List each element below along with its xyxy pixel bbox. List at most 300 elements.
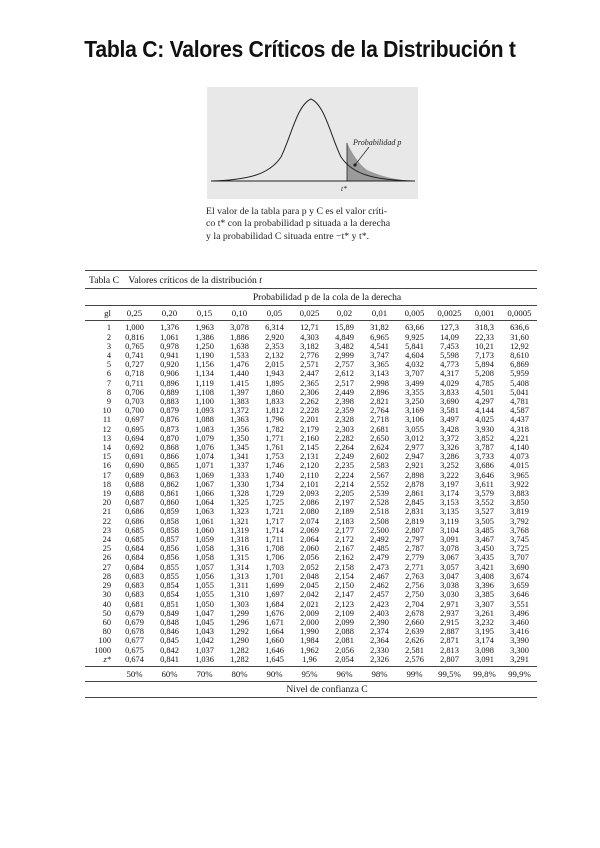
critical-value-cell: 0,876: [160, 415, 179, 425]
confidence-cell: 95%: [301, 668, 318, 679]
table-row: [85, 397, 537, 406]
critical-value-cell: 1,383: [230, 397, 249, 407]
critical-value-cell: 1,318: [230, 535, 249, 545]
critical-value-cell: 1,734: [265, 479, 284, 489]
table-row: [85, 618, 537, 627]
critical-value-cell: 4,144: [475, 406, 494, 416]
critical-value-cell: 0,855: [160, 562, 179, 572]
critical-value-cell: 4,303: [300, 332, 319, 342]
critical-value-cell: 1,782: [265, 424, 284, 434]
pointer-line: [355, 147, 369, 165]
critical-value-cell: 1,060: [195, 525, 214, 535]
critical-value-cell: 2,583: [370, 461, 389, 471]
critical-value-cell: 2,423: [370, 599, 389, 609]
critical-value-cell: 0,889: [160, 387, 179, 397]
critical-value-cell: 1,100: [195, 397, 214, 407]
critical-value-cell: 1,282: [230, 645, 249, 655]
critical-value-cell: 3,496: [510, 608, 529, 618]
table-row: [85, 636, 537, 645]
critical-value-cell: 1,108: [195, 387, 214, 397]
critical-value-cell: 3,038: [440, 581, 459, 591]
critical-value-cell: 1,341: [230, 452, 249, 462]
critical-value-cell: 2,539: [370, 489, 389, 499]
critical-value-cell: 1,333: [230, 470, 249, 480]
critical-value-cell: 2,109: [335, 608, 354, 618]
critical-value-cell: 0,674: [117, 655, 152, 667]
gl-cell: 29: [102, 581, 111, 591]
critical-value-cell: 3,792: [510, 516, 529, 526]
critical-value-cell: 2,042: [300, 590, 319, 600]
gl-cell: 22: [102, 516, 111, 526]
critical-value-cell: 0,978: [160, 341, 179, 351]
critical-value-cell: 2,896: [370, 387, 389, 397]
critical-value-cell: 1,812: [265, 406, 284, 416]
critical-value-cell: 0,727: [125, 360, 144, 370]
critical-value-cell: 2,177: [335, 525, 354, 535]
critical-value-cell: 0,858: [160, 525, 179, 535]
critical-value-cell: 1,646: [265, 645, 284, 655]
critical-value-cell: 0,697: [125, 415, 144, 425]
critical-value-cell: 2,639: [405, 627, 424, 637]
caption-line: y la probabilidad C situada entre −t* y t*.: [206, 230, 370, 242]
critical-value-cell: 2,831: [405, 507, 424, 517]
critical-value-cell: 0,851: [160, 599, 179, 609]
confidence-spacer: [85, 666, 117, 681]
critical-value-cell: 4,781: [510, 397, 529, 407]
critical-value-cell: 0,845: [160, 636, 179, 646]
critical-value-cell: 0,683: [125, 571, 144, 581]
critical-value-cell: 0,906: [160, 369, 179, 379]
critical-value-cell: 1,330: [230, 479, 249, 489]
table-row: [85, 452, 537, 461]
critical-value-cell: 1,962: [300, 645, 319, 655]
critical-value-cell: 0,849: [160, 608, 179, 618]
critical-value-cell: 1,061: [160, 332, 179, 342]
critical-value-cell: 2,447: [300, 369, 319, 379]
gl-cell: 3: [106, 341, 111, 351]
table-row: [85, 627, 537, 636]
critical-value-cell: 31,82: [370, 323, 389, 333]
p-value-header: 0,25: [117, 306, 152, 321]
gl-cell: 21: [102, 507, 111, 517]
critical-value-cell: 0,941: [160, 351, 179, 361]
critical-value-cell: 1,093: [195, 406, 214, 416]
critical-value-cell: 2,282: [335, 433, 354, 443]
critical-value-cell: 2,145: [300, 443, 319, 453]
critical-value-cell: 1,676: [265, 608, 284, 618]
critical-value-cell: 2,364: [370, 636, 389, 646]
critical-value-cell: 0,856: [160, 553, 179, 563]
critical-values-table: [85, 289, 537, 698]
critical-value-cell: 1,321: [230, 516, 249, 526]
critical-value-cell: 2,056: [335, 645, 354, 655]
critical-value-cell: 0,685: [125, 535, 144, 545]
critical-value-cell: 3,390: [510, 636, 529, 646]
critical-value-cell: 12,71: [300, 323, 319, 333]
critical-value-cell: 2,080: [300, 507, 319, 517]
critical-value-cell: 63,66: [405, 323, 424, 333]
gl-cell: 14: [102, 443, 111, 453]
table-row: [85, 590, 537, 599]
critical-value-cell: 2,462: [370, 581, 389, 591]
critical-value-cell: 1,963: [195, 323, 214, 333]
gl-cell: 20: [102, 498, 111, 508]
critical-value-cell: 2,093: [300, 489, 319, 499]
critical-value-cell: 3,385: [475, 590, 494, 600]
critical-value-cell: 0,675: [125, 645, 144, 655]
gl-cell: 16: [102, 461, 111, 471]
critical-value-cell: 1,725: [265, 498, 284, 508]
critical-value-cell: 2,359: [335, 406, 354, 416]
confidence-cell: 99,9%: [508, 668, 531, 679]
critical-value-cell: 2,060: [300, 544, 319, 554]
critical-value-cell: 1,059: [195, 535, 214, 545]
critical-value-cell: 2,235: [335, 461, 354, 471]
critical-value-cell: 1,319: [230, 525, 249, 535]
critical-value-cell: 1,697: [265, 590, 284, 600]
table-row: [85, 461, 537, 470]
critical-value-cell: 1,345: [230, 443, 249, 453]
critical-value-cell: 5,841: [405, 341, 424, 351]
critical-value-cell: 2,681: [370, 424, 389, 434]
critical-value-cell: 2,009: [300, 608, 319, 618]
gl-cell: 8: [106, 387, 111, 397]
critical-value-cell: 2,045: [300, 581, 319, 591]
critical-value-cell: 0,695: [125, 424, 144, 434]
critical-value-cell: 3,153: [440, 498, 459, 508]
critical-value-cell: 1,943: [265, 369, 284, 379]
critical-value-cell: 1,638: [230, 341, 249, 351]
critical-value-cell: 1,990: [300, 627, 319, 637]
critical-value-cell: 1,058: [195, 544, 214, 554]
critical-value-cell: 3,674: [510, 571, 529, 581]
critical-value-cell: 1,250: [195, 341, 214, 351]
critical-value-cell: 0,711: [125, 378, 144, 388]
table-row: [85, 425, 537, 434]
critical-value-cell: 1,316: [230, 544, 249, 554]
critical-value-cell: 2,398: [335, 397, 354, 407]
critical-value-cell: 4,221: [510, 433, 529, 443]
critical-value-cell: 2,479: [370, 553, 389, 563]
critical-value-cell: 2,249: [335, 452, 354, 462]
table-row: [85, 388, 537, 397]
critical-value-cell: 2,704: [405, 599, 424, 609]
critical-value-cell: 2,718: [370, 415, 389, 425]
gl-cell: 40: [102, 599, 111, 609]
critical-value-cell: 3,768: [510, 525, 529, 535]
critical-value-cell: 1,356: [230, 424, 249, 434]
critical-value-cell: 8,610: [510, 351, 529, 361]
table-row: [85, 406, 537, 415]
critical-value-cell: 0,690: [125, 461, 144, 471]
critical-value-cell: 1,476: [230, 360, 249, 370]
critical-value-cell: 3,355: [405, 387, 424, 397]
critical-value-cell: 4,025: [475, 415, 494, 425]
p-value-header: 0,15: [187, 306, 222, 321]
critical-value-cell: 3,286: [440, 452, 459, 462]
table-row: [85, 342, 537, 351]
critical-value-cell: 3,611: [475, 479, 494, 489]
critical-value-cell: 2,581: [405, 645, 424, 655]
critical-value-cell: 1,037: [195, 645, 214, 655]
critical-value-cell: 1,699: [265, 581, 284, 591]
gl-cell: 23: [102, 525, 111, 535]
critical-value-cell: 0,688: [125, 479, 144, 489]
critical-value-cell: 3,143: [370, 369, 389, 379]
critical-value-cell: 3,135: [440, 507, 459, 517]
critical-value-cell: 5,894: [475, 360, 494, 370]
table-row: [85, 526, 537, 535]
gl-cell: 4: [106, 351, 111, 361]
critical-value-cell: 3,416: [510, 627, 529, 637]
critical-value-cell: 2,167: [335, 544, 354, 554]
p-value-header: 0,005: [397, 306, 432, 321]
critical-value-cell: 3,057: [440, 562, 459, 572]
gl-cell: 18: [102, 479, 111, 489]
critical-value-cell: 3,307: [475, 599, 494, 609]
critical-value-cell: 2,626: [405, 636, 424, 646]
critical-value-cell: 2,088: [335, 627, 354, 637]
table-row: [85, 480, 537, 489]
critical-value-cell: 0,868: [160, 443, 179, 453]
confidence-cell: 50%: [126, 668, 143, 679]
critical-value-cell: 2,183: [335, 516, 354, 526]
critical-value-cell: 2,228: [300, 406, 319, 416]
critical-value-cell: 2,330: [370, 645, 389, 655]
critical-value-cell: 0,678: [125, 627, 144, 637]
gl-cell: 25: [102, 544, 111, 554]
critical-value-cell: 2,158: [335, 562, 354, 572]
critical-value-cell: 2,898: [405, 470, 424, 480]
critical-value-cell: 3,579: [475, 489, 494, 499]
critical-value-cell: 3,169: [405, 406, 424, 416]
critical-value-cell: 1,721: [265, 507, 284, 517]
critical-value-cell: 2,971: [440, 599, 459, 609]
critical-value-cell: 1,895: [265, 378, 284, 388]
critical-value-cell: 4,773: [440, 360, 459, 370]
critical-value-cell: 0,883: [160, 397, 179, 407]
table-row: [85, 572, 537, 581]
critical-value-cell: 4,140: [510, 443, 529, 453]
gl-cell: 19: [102, 489, 111, 499]
critical-value-cell: 1,372: [230, 406, 249, 416]
critical-value-cell: 636,6: [510, 323, 529, 333]
critical-value-cell: 1,796: [265, 415, 284, 425]
gl-cell: 100: [98, 636, 111, 646]
critical-value-cell: 0,679: [125, 617, 144, 627]
critical-value-cell: 1,079: [195, 433, 214, 443]
critical-value-cell: 1,042: [195, 636, 214, 646]
critical-value-cell: 0,681: [125, 599, 144, 609]
critical-value-cell: 1,083: [195, 424, 214, 434]
critical-value-cell: 0,718: [125, 369, 144, 379]
critical-value-cell: 15,89: [335, 323, 354, 333]
critical-value-cell: 3,707: [405, 369, 424, 379]
critical-value-cell: 0,856: [160, 544, 179, 554]
table-row: [85, 471, 537, 480]
gl-cell: 6: [106, 369, 111, 379]
critical-value-cell: 2,624: [370, 443, 389, 453]
critical-value-cell: 0,841: [152, 655, 187, 667]
critical-value-cell: 3,552: [475, 498, 494, 508]
critical-value-cell: 2,328: [335, 415, 354, 425]
critical-value-cell: 2,056: [300, 553, 319, 563]
critical-value-cell: 3,091: [440, 535, 459, 545]
critical-value-cell: 3,646: [510, 590, 529, 600]
p-value-header: 0,01: [362, 306, 397, 321]
critical-value-cell: 5,408: [510, 378, 529, 388]
critical-value-cell: 1,134: [195, 369, 214, 379]
critical-value-cell: 4,849: [335, 332, 354, 342]
critical-value-cell: 2,162: [335, 553, 354, 563]
critical-value-cell: 1,055: [195, 581, 214, 591]
critical-value-cell: 1,753: [265, 452, 284, 462]
critical-value-cell: 7,173: [475, 351, 494, 361]
critical-value-cell: 3,745: [510, 535, 529, 545]
critical-value-cell: 2,353: [265, 341, 284, 351]
p-value-header: 0,05: [257, 306, 292, 321]
critical-value-cell: 0,684: [125, 553, 144, 563]
t-distribution-figure: [207, 87, 418, 199]
critical-value-cell: 31,60: [510, 332, 529, 342]
critical-value-cell: 1,058: [195, 553, 214, 563]
critical-value-cell: 2,492: [370, 535, 389, 545]
critical-value-cell: 1,397: [230, 387, 249, 397]
critical-value-cell: 1,664: [265, 627, 284, 637]
critical-value-cell: 4,318: [510, 424, 529, 434]
confidence-cell: 98%: [371, 668, 388, 679]
critical-value-cell: 1,303: [230, 599, 249, 609]
table-row: [85, 369, 537, 378]
critical-value-cell: 4,032: [405, 360, 424, 370]
critical-value-cell: 2,500: [370, 525, 389, 535]
critical-value-cell: 3,067: [440, 553, 459, 563]
critical-value-cell: 2,878: [405, 479, 424, 489]
confidence-cell: 99,5%: [438, 668, 461, 679]
table-row: [85, 443, 537, 452]
gl-cell: 13: [102, 433, 111, 443]
critical-value-cell: 0,879: [160, 406, 179, 416]
critical-value-cell: 1,067: [195, 479, 214, 489]
table-row: [85, 535, 537, 544]
critical-value-cell: 1,299: [230, 608, 249, 618]
critical-value-cell: 2,069: [300, 525, 319, 535]
p-value-header: 0,0005: [502, 306, 537, 321]
critical-value-cell: 1,671: [265, 617, 284, 627]
critical-value-cell: 0,683: [125, 581, 144, 591]
critical-value-cell: 3,012: [405, 433, 424, 443]
critical-value-cell: 2,819: [405, 516, 424, 526]
confidence-label-text: Nivel de confianza C: [286, 684, 368, 696]
critical-value-cell: 3,505: [475, 516, 494, 526]
p-value-header: 0,20: [152, 306, 187, 321]
critical-value-cell: 0,920: [160, 360, 179, 370]
critical-value-cell: 0,683: [125, 590, 144, 600]
critical-value-cell: 2,086: [300, 498, 319, 508]
critical-value-cell: 2,764: [370, 406, 389, 416]
critical-value-cell: 1,886: [230, 332, 249, 342]
critical-value-cell: 3,646: [475, 470, 494, 480]
critical-value-cell: 2,787: [405, 544, 424, 554]
critical-value-cell: 3,106: [405, 415, 424, 425]
gl-header-spacer: [85, 289, 117, 306]
confidence-row: [85, 666, 537, 681]
critical-value-cell: 1,043: [195, 627, 214, 637]
critical-value-cell: 1,314: [230, 562, 249, 572]
critical-value-cell: 0,741: [125, 351, 144, 361]
critical-value-cell: 3,930: [475, 424, 494, 434]
critical-value-cell: 10,21: [475, 341, 494, 351]
critical-value-cell: 0,865: [160, 461, 179, 471]
critical-value-cell: 6,314: [265, 323, 284, 333]
shaded-tail-area: [347, 143, 412, 181]
critical-value-cell: 0,684: [125, 544, 144, 554]
critical-value-cell: 22,33: [475, 332, 494, 342]
critical-value-cell: 1,290: [230, 636, 249, 646]
critical-value-cell: 1,061: [195, 516, 214, 526]
critical-value-cell: 1,296: [230, 617, 249, 627]
critical-value-cell: 5,041: [510, 387, 529, 397]
critical-value-cell: 0,859: [160, 507, 179, 517]
critical-value-cell: 2,612: [335, 369, 354, 379]
critical-value-cell: 1,313: [230, 571, 249, 581]
critical-value-cell: 2,920: [265, 332, 284, 342]
critical-value-cell: 4,501: [475, 387, 494, 397]
critical-value-cell: 2,871: [440, 636, 459, 646]
critical-value-cell: 2,763: [405, 571, 424, 581]
gl-cell: 28: [102, 571, 111, 581]
table-row: [85, 333, 537, 342]
critical-value-cell: 2,123: [335, 599, 354, 609]
gl-cell: 27: [102, 562, 111, 572]
critical-value-cell: 2,197: [335, 498, 354, 508]
critical-value-cell: 2,756: [405, 581, 424, 591]
critical-value-cell: 3,232: [475, 617, 494, 627]
table-title-var: t: [259, 275, 262, 286]
critical-value-cell: 1,761: [265, 443, 284, 453]
critical-value-cell: 3,497: [440, 415, 459, 425]
critical-value-cell: 3,450: [475, 544, 494, 554]
critical-value-cell: 2,264: [335, 443, 354, 453]
critical-value-cell: 0,854: [160, 590, 179, 600]
critical-value-cell: 1,119: [195, 378, 214, 388]
critical-value-cell: 1,714: [265, 525, 284, 535]
critical-value-cell: 3,850: [510, 498, 529, 508]
table-row: [85, 434, 537, 443]
critical-value-cell: 3,030: [440, 590, 459, 600]
table-row: [85, 360, 537, 369]
gl-cell: 11: [102, 415, 111, 425]
critical-value-cell: 3,725: [510, 544, 529, 554]
critical-value-cell: 3,250: [405, 397, 424, 407]
critical-value-cell: 0,677: [125, 636, 144, 646]
critical-value-cell: 2,528: [370, 498, 389, 508]
critical-value-cell: 2,154: [335, 571, 354, 581]
critical-value-cell: 1,711: [265, 535, 284, 545]
critical-value-cell: 12,92: [510, 341, 529, 351]
confidence-label-spacer: [85, 682, 117, 698]
critical-value-cell: 2,660: [405, 617, 424, 627]
critical-value-cell: 4,297: [475, 397, 494, 407]
critical-value-cell: 4,317: [440, 369, 459, 379]
critical-value-cell: 4,029: [440, 378, 459, 388]
critical-value-cell: 2,147: [335, 590, 354, 600]
critical-value-cell: 3,747: [370, 351, 389, 361]
critical-value-cell: 4,437: [510, 415, 529, 425]
critical-value-cell: 1,363: [230, 415, 249, 425]
gl-cell: 24: [102, 535, 111, 545]
critical-value-cell: 3,686: [475, 461, 494, 471]
